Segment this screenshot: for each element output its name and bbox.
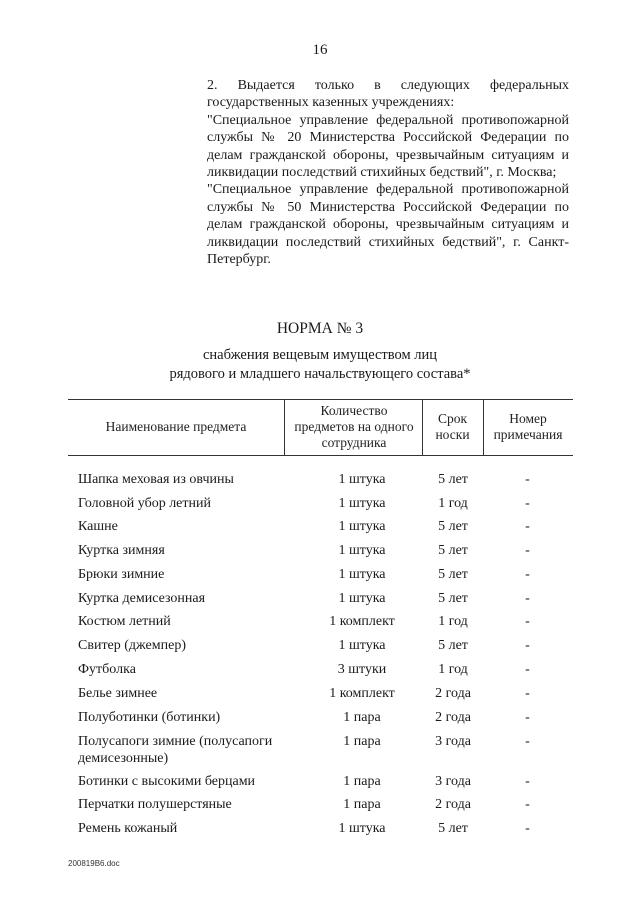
item-term: 3 года — [435, 734, 471, 749]
item-name: Футболка — [78, 662, 136, 677]
item-note: - — [525, 543, 530, 558]
item-term: 5 лет — [438, 543, 468, 558]
intro-text — [207, 77, 569, 268]
item-term: 1 год — [438, 662, 468, 677]
header-quantity: Количество предметов на одного сотрудника — [294, 403, 414, 450]
norm-subtitle-line: рядового и младшего начальствующего состава* — [169, 366, 471, 382]
item-name: Брюки зимние — [78, 567, 165, 582]
item-note: - — [525, 496, 530, 511]
item-quantity: 1 пара — [343, 774, 381, 789]
norm-subtitle-line: снабжения вещевым имуществом лиц — [202, 347, 438, 363]
item-note: - — [525, 638, 530, 653]
item-name: Кашне — [78, 519, 118, 534]
item-term: 5 лет — [438, 567, 468, 582]
item-quantity: 1 штука — [338, 543, 386, 558]
item-quantity: 1 штука — [338, 591, 386, 606]
item-name: Свитер (джемпер) — [78, 638, 186, 653]
item-term: 5 лет — [438, 638, 468, 653]
item-note: - — [525, 567, 530, 582]
item-note: - — [525, 686, 530, 701]
intro-paragraph: "Специальное управление федеральной противопожарной службы № 50 Министерства Российской Федерации по делам гражданской обороны, чрезвычайным ситуациям и ликвидации последствий стихийных бедствий", г. Санкт-Петербург. — [207, 182, 569, 268]
item-quantity: 1 комплект — [329, 614, 395, 629]
header-term: Срок носки — [435, 411, 470, 442]
table-header-rule — [68, 455, 573, 456]
item-name: Перчатки полушерстяные — [78, 797, 232, 812]
item-note: - — [525, 662, 530, 677]
item-name: Куртка демисезонная — [78, 591, 206, 606]
item-note: - — [525, 710, 530, 725]
item-name: Куртка зимняя — [78, 543, 165, 558]
item-term: 1 год — [438, 496, 468, 511]
header-name: Наименование предмета — [105, 419, 247, 434]
item-name: Ботинки с высокими берцами — [78, 774, 256, 789]
item-name: Полуботинки (ботинки) — [78, 710, 221, 725]
item-name: Шапка меховая из овчины — [78, 472, 234, 487]
item-note: - — [525, 519, 530, 534]
page-number: 16 — [312, 42, 328, 58]
item-name: Полусапоги зимние (полусапоги демисезонные) — [78, 734, 273, 766]
item-note: - — [525, 472, 530, 487]
item-term: 5 лет — [438, 591, 468, 606]
item-note: - — [525, 774, 530, 789]
item-quantity: 1 штука — [338, 567, 386, 582]
intro-paragraph: 2. Выдается только в следующих федеральных государственных казенных учреждениях: — [207, 78, 569, 111]
item-quantity: 1 штука — [338, 519, 386, 534]
item-term: 2 года — [435, 686, 471, 701]
footer-file-name: 200819В6.doc — [68, 859, 120, 868]
norm-title: НОРМА № 3 — [276, 320, 364, 337]
item-name: Ремень кожаный — [78, 821, 178, 836]
item-note: - — [525, 614, 530, 629]
item-quantity: 1 комплект — [329, 686, 395, 701]
item-name: Головной убор летний — [78, 496, 211, 511]
item-quantity: 1 пара — [343, 734, 381, 749]
item-note: - — [525, 734, 530, 749]
item-quantity: 1 штука — [338, 496, 386, 511]
item-term: 5 лет — [438, 472, 468, 487]
item-quantity: 1 пара — [343, 710, 381, 725]
norm-subtitle — [0, 346, 640, 384]
item-note: - — [525, 797, 530, 812]
item-quantity: 1 штука — [338, 472, 386, 487]
item-term: 3 года — [435, 774, 471, 789]
item-quantity: 1 пара — [343, 797, 381, 812]
item-name: Белье зимнее — [78, 686, 158, 701]
column-divider — [284, 399, 285, 455]
item-quantity: 1 штука — [338, 638, 386, 653]
item-name: Костюм летний — [78, 614, 171, 629]
item-quantity: 1 штука — [338, 821, 386, 836]
item-note: - — [525, 591, 530, 606]
item-term: 1 год — [438, 614, 468, 629]
item-quantity: 3 штуки — [337, 662, 387, 677]
item-term: 2 года — [435, 797, 471, 812]
header-note: Номер примечания — [493, 411, 563, 442]
item-term: 5 лет — [438, 519, 468, 534]
item-note: - — [525, 821, 530, 836]
item-term: 5 лет — [438, 821, 468, 836]
intro-paragraph: "Специальное управление федеральной противопожарной службы № 20 Министерства Российской Федерации по делам гражданской обороны, чрезвычайным ситуациям и ликвидации последствий стихийных бедствий", г. Москва; — [207, 112, 569, 181]
item-term: 2 года — [435, 710, 471, 725]
